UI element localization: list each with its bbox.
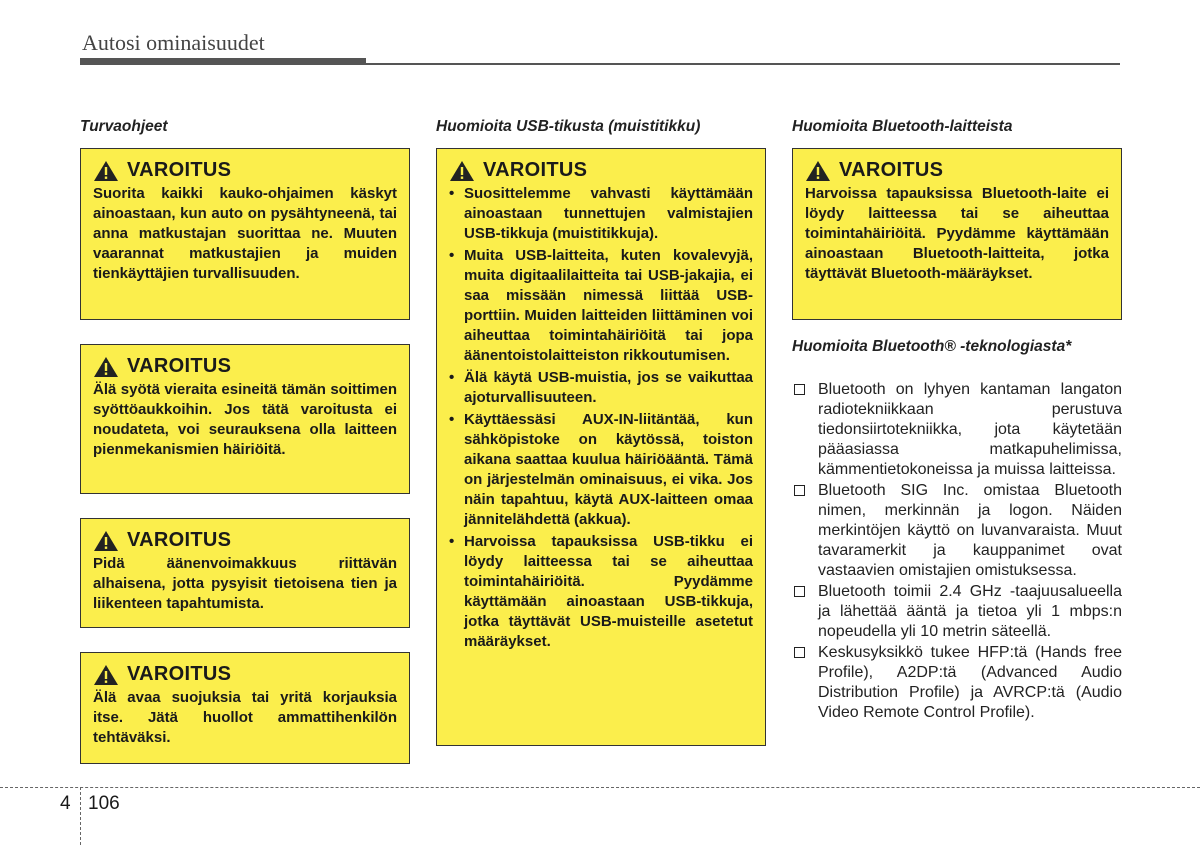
warning-box-bluetooth — [792, 148, 1122, 320]
warning-triangle-icon — [93, 356, 119, 378]
warning-title: VAROITUS — [483, 159, 588, 181]
header-rule-thin — [366, 63, 1120, 65]
checkbox-icon — [794, 384, 805, 395]
list-item-text: Bluetooth on lyhyen kantaman langaton radiotekniikkaan perustuva tiedonsiirtotekniikka, jota käytetään pääasiassa matkapuhelimissa, kämmentietokoneissa ja muissa laitteissa. — [818, 381, 1122, 478]
warning-title: VAROITUS — [839, 159, 944, 181]
warning-triangle-icon — [805, 160, 831, 182]
warning-triangle-icon — [93, 160, 119, 182]
list-item: • Suosittelemme vahvasti käyttämään ainoastaan tunnettujen valmistajien USB-tikkuja (muistitikkuja). — [449, 184, 753, 244]
warning-header — [805, 159, 1109, 182]
warning-box-usb — [436, 148, 766, 746]
list-item-text: Keskusyksikkö tukee HFP:tä (Hands free Profile), A2DP:tä (Advanced Audio Distribution Profile) ja AVRCP:tä (Audio Video Remote Control Profile). — [818, 644, 1122, 721]
list-item: • Käyttäessäsi AUX-IN-liitäntää, kun sähköpistoke on käytössä, toiston aikana saattaa kuulua häiriöääntä. Tämä on järjestelmän ominaisuus, ei vika. Jos näin tapahtuu, käytä AUX-laitteen omaa jännitelähdettä (akkua). — [449, 410, 753, 530]
list-item-text: Bluetooth toimii 2.4 GHz -taajuusalueella ja lähettää ääntä ja tietoa yli 1 mbps:n nopeudella yli 10 metrin säteellä. — [818, 583, 1122, 640]
list-item-text: Bluetooth SIG Inc. omistaa Bluetooth nimen, merkinnän ja logon. Näiden merkintöjen käyttö on luvanvaraista. Muut tavaramerkit ja kauppanimet ovat vastaavien omistajien omistuksessa. — [818, 482, 1122, 579]
checkbox-icon — [794, 586, 805, 597]
warning-box-remote — [80, 148, 410, 320]
footer-dashed-divider — [80, 787, 81, 845]
warning-box-volume — [80, 518, 410, 628]
list-item: • Muita USB-laitteita, kuten kovalevyjä, muita digitaalilaitteita tai USB-jakajia, ei saa missään nimessä liittää USB-porttiin. Muiden laitteiden liittäminen voi aiheuttaa toimintahäiriöitä tai jopa äänentoistolaitteiston rikkoutumisen. — [449, 246, 753, 366]
chapter-number: 4 — [60, 793, 71, 814]
safety-column — [80, 118, 410, 746]
usb-column — [436, 118, 766, 650]
warning-text: Pidä äänenvoimakkuus riittävän alhaisena, jotta pysyisit tietoisena tien ja liikenteen tapahtumista. — [93, 555, 397, 612]
warning-text: Harvoissa tapauksissa Bluetooth-laite ei löydy laitteessa tai se aiheuttaa toimintahäiriöitä. Pyydämme käyttämään ainoastaan Bluetooth-laitteita, jotka täyttävät Bluetooth-määräykset. — [805, 185, 1109, 282]
list-item — [792, 481, 1122, 581]
warning-triangle-icon — [93, 664, 119, 686]
warning-header — [93, 355, 397, 378]
usb-heading: Huomioita USB-tikusta (muistitikku) — [436, 118, 701, 135]
warning-header — [93, 529, 397, 552]
warning-box-foreign-objects — [80, 344, 410, 494]
page-number: 106 — [88, 793, 120, 814]
header-rule-thick — [80, 58, 366, 65]
warning-triangle-icon — [93, 530, 119, 552]
warning-box-repairs — [80, 652, 410, 764]
checkbox-icon — [794, 485, 805, 496]
warning-title: VAROITUS — [127, 159, 232, 181]
warning-text: Suorita kaikki kauko-ohjaimen käskyt ainoastaan, kun auto on pysähtyneenä, tai anna matkustajan suorittaa ne. Muuten vaarannat matkustajien ja muiden tienkäyttäjien turvallisuuden. — [93, 185, 397, 282]
footer-dashed-rule — [0, 787, 1200, 788]
checkbox-icon — [794, 647, 805, 658]
warning-header — [93, 663, 397, 686]
warning-triangle-icon — [449, 160, 475, 182]
list-item — [792, 380, 1122, 480]
warning-text: Älä avaa suojuksia tai yritä korjauksia itse. Jätä huollot ammattihenkilön tehtäväksi. — [93, 689, 397, 746]
warning-header — [93, 159, 397, 182]
bluetooth-column — [792, 118, 1122, 721]
warning-text: Älä syötä vieraita esineitä tämän soittimen syöttöaukkoihin. Jos tätä varoitusta ei noudateta, voi seurauksena olla laitteen pienmekanismien häiriöitä. — [93, 381, 397, 458]
bluetooth-notes-list — [792, 380, 1122, 724]
list-item — [792, 582, 1122, 642]
bluetooth-tech-heading: Huomioita Bluetooth® -teknologiasta* — [792, 338, 1072, 355]
warning-title: VAROITUS — [127, 355, 232, 377]
warning-header — [449, 159, 753, 182]
list-item: • Harvoissa tapauksissa USB-tikku ei löydy laitteessa tai se aiheuttaa toimintahäiriöitä. Pyydämme käyttämään ainoastaan USB-tikkuja, jotka täyttävät USB-muisteille asetetut määräykset. — [449, 532, 753, 652]
warning-title: VAROITUS — [127, 529, 232, 551]
bluetooth-heading: Huomioita Bluetooth-laitteista — [792, 118, 1013, 135]
page-header-title: Autosi ominaisuudet — [82, 30, 265, 55]
warning-title: VAROITUS — [127, 663, 232, 685]
list-item: • Älä käytä USB-muistia, jos se vaikuttaa ajoturvallisuuteen. — [449, 368, 753, 408]
usb-warning-list — [449, 184, 753, 652]
safety-heading: Turvaohjeet — [80, 118, 168, 135]
list-item — [792, 643, 1122, 723]
